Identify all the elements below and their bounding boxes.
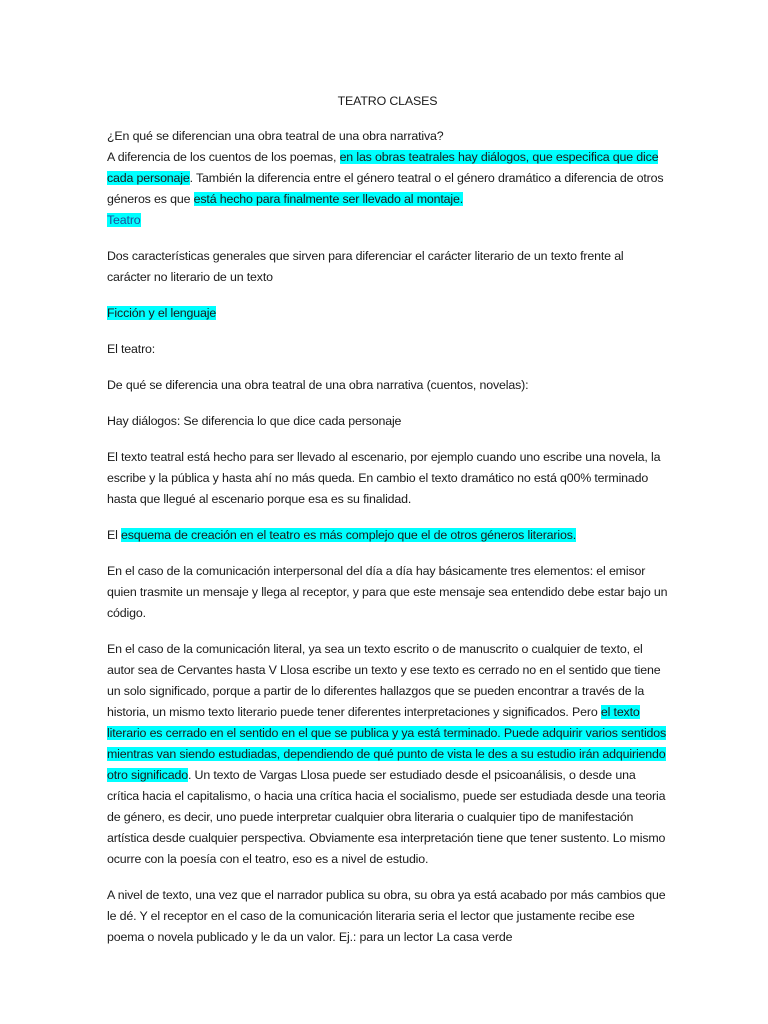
question-heading bbox=[107, 126, 668, 231]
paragraph-nivel-texto: A nivel de texto, una vez que el narrador publica su obra, su obra ya está acabado por más cambios que le dé. Y el receptor en el caso de la comunicación literaria seria el lector que justamente recibe ese poema o novela publicado y le da un valor. Ej.: para un lector La casa verde bbox=[107, 888, 666, 944]
literal-text-2: . Un texto de Vargas Llosa puede ser estudiado desde el psicoanálisis, o desde una crítica hacia el capitalismo, o hacia una crítica hacia el socialismo, puede ser estudiada desde una teoria de género, es decir, uno puede interpretar cualquier obra literaria o cualquier tipo de manifestación artística desde cualquier perspectiva. Obviamente esa interpretación tiene que tener sustento. Lo mismo ocurre con la poesía con el teatro, eso es a nivel de estudio. bbox=[107, 768, 666, 866]
paragraph-de-que: De qué se diferencia una obra teatral de una obra narrativa (cuentos, novelas): bbox=[107, 378, 529, 392]
ficcion-paragraph bbox=[107, 303, 668, 324]
highlight-dialogos: en las obras teatrales hay diálogos, que especifica que dice cada personaje bbox=[107, 150, 659, 185]
esquema-prefix: El bbox=[107, 528, 122, 542]
question-text: ¿En qué se diferencian una obra teatral de una obra narrativa? bbox=[107, 129, 444, 143]
paragraph-dos-caracteristicas: Dos características generales que sirven para diferenciar el carácter literario de un texto frente al carácter no literario de un texto bbox=[107, 249, 624, 284]
highlight-esquema: esquema de creación en el teatro es más complejo que el de otros géneros literarios. bbox=[121, 528, 577, 542]
answer-text-1: A diferencia de los cuentos de los poemas, bbox=[107, 150, 340, 164]
paragraph-comunicacion-interpersonal: En el caso de la comunicación interpersonal del día a día hay básicamente tres elementos: el emisor quien trasmite un mensaje y llega al receptor, y para que este mensaje sea entendido debe estar bajo un código. bbox=[107, 564, 668, 620]
page-title: TEATRO CLASES bbox=[337, 94, 438, 108]
answer-text-2: . También la diferencia entre el género teatral o el género dramático a diferencia de otros géneros es que bbox=[107, 171, 664, 206]
paragraph-texto-teatral: El texto teatral está hecho para ser llevado al escenario, por ejemplo cuando uno escribe una novela, la escribe y la pública y hasta ahí no más queda. En cambio el texto dramático no está q00% terminado hasta que llegué al escenario porque esa es su finalidad. bbox=[107, 450, 661, 506]
highlight-ficcion: Ficción y el lenguaje bbox=[107, 306, 217, 320]
paragraph-comunicacion-literal bbox=[107, 639, 668, 870]
paragraph-esquema bbox=[107, 525, 668, 546]
highlight-texto-cerrado: el texto literario es cerrado en el sentido en el que se publica y ya está terminado. Puede adquirir varios sentidos mientras van siendo estudiadas, dependiendo de qué punto de vista le des a su estudio irán adquiriendo otro significado bbox=[107, 705, 667, 782]
teatro-label: Teatro bbox=[107, 213, 141, 227]
literal-text-1: En el caso de la comunicación literal, ya sea un texto escrito o de manuscrito o cualquier de texto, el autor sea de Cervantes hasta V Llosa escribe un texto y ese texto es cerrado no en el sentido que tiene un solo significado, porque a partir de lo diferentes hallazgos que se pueden encontrar a través de la historia, un mismo texto literario puede tener diferentes interpretaciones y significados. Pero bbox=[107, 642, 661, 719]
highlight-montaje: está hecho para finalmente ser llevado al montaje. bbox=[193, 192, 464, 206]
paragraph-hay-dialogos: Hay diálogos: Se diferencia lo que dice cada personaje bbox=[107, 414, 402, 428]
paragraph-el-teatro: El teatro: bbox=[107, 342, 156, 356]
